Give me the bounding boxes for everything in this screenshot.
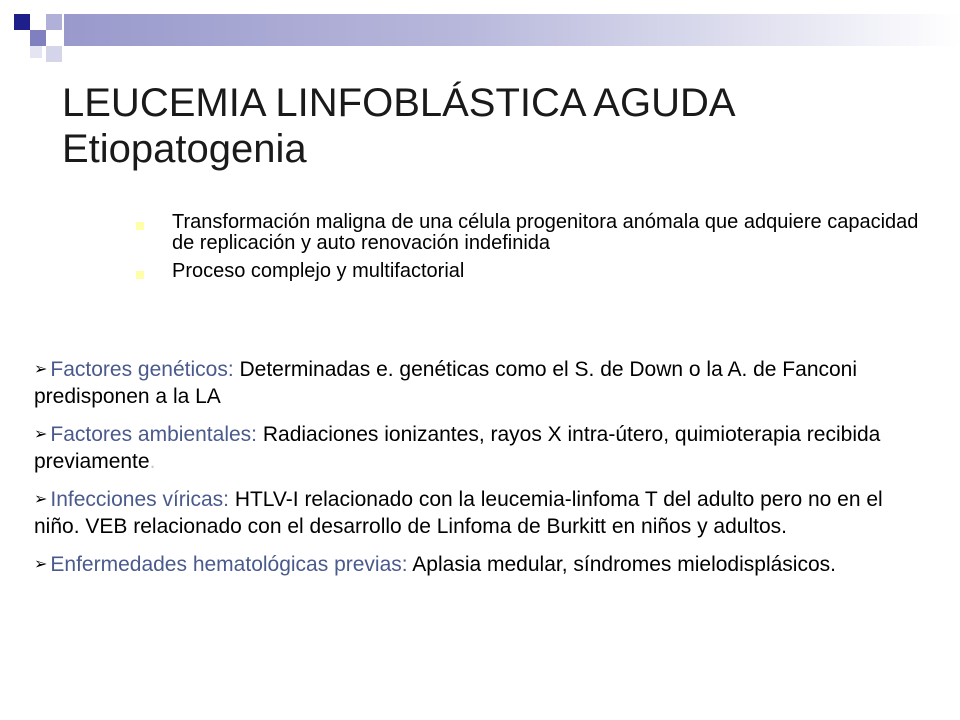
arrowhead-right-icon: ➢ [34, 361, 48, 378]
factor-text: Radiaciones ionizantes, rayos X intra-útero, quimioterapia recibida previamente [34, 423, 881, 473]
header-gradient-band [64, 14, 960, 46]
bullet-square-icon [136, 222, 144, 230]
title-line-1: LEUCEMIA LINFOBLÁSTICA AGUDA [62, 81, 736, 125]
factor-name: Infecciones víricas: [50, 488, 229, 511]
bullet-item [134, 212, 934, 254]
bullet-text: Transformación maligna de una célula progenitora anómala que adquiere capacidad de replicación y auto renovación indefinida [172, 211, 919, 254]
arrowhead-right-icon: ➢ [34, 491, 48, 508]
arrowhead-right-icon: ➢ [34, 426, 48, 443]
factor-item [34, 486, 914, 540]
bullet-list [134, 212, 934, 289]
factor-name: Factores ambientales: [50, 423, 258, 446]
factor-item [34, 356, 914, 410]
decor-square-faint [30, 46, 42, 58]
factors-list [34, 356, 914, 589]
bullet-text: Proceso complejo y multifactorial [172, 260, 465, 282]
factor-name: Factores genéticos: [50, 358, 234, 381]
factor-trailing-period: . [149, 450, 156, 473]
slide-title [62, 80, 942, 172]
bullet-item [134, 261, 934, 282]
factor-text: Determinadas e. genéticas como el S. de Down o la A. de Fanconi predisponen a la LA [34, 358, 858, 408]
factor-item [34, 421, 914, 475]
factor-text: Aplasia medular, síndromes mielodisplásicos. [407, 553, 836, 576]
factor-name: Enfermedades hematológicas previas: [50, 553, 408, 576]
factor-text: HTLV-I relacionado con la leucemia-linfoma T del adulto pero no en el niño. VEB relacionado con el desarrollo de Linfoma de Burkitt en niños y adultos. [34, 488, 883, 538]
decor-square-light [46, 14, 62, 30]
bullet-square-icon [136, 271, 144, 279]
arrowhead-right-icon: ➢ [34, 556, 48, 573]
title-line-2: Etiopatogenia [62, 127, 307, 171]
decor-square-periwinkle [30, 30, 46, 46]
decor-square-pale [46, 46, 62, 62]
decor-square-navy [14, 14, 30, 30]
factor-item [34, 551, 914, 578]
